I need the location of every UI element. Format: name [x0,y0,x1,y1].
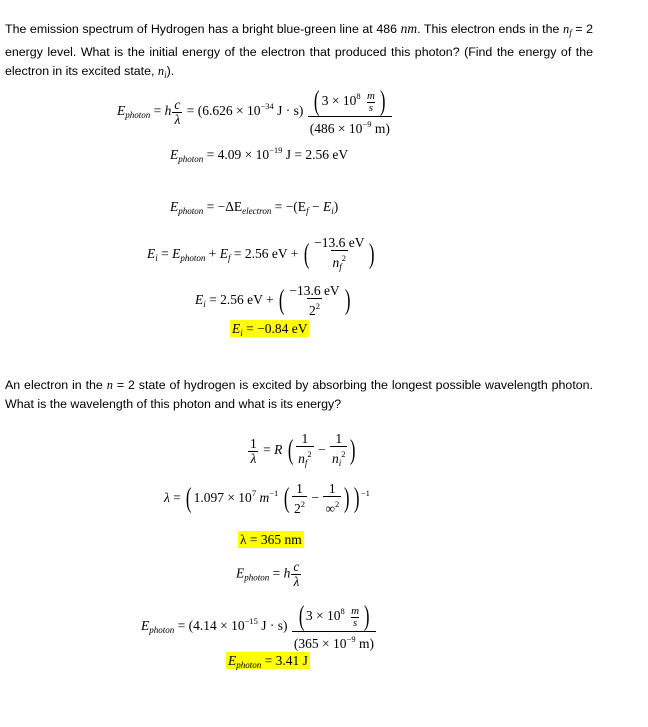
equation-initial-energy-substituted: $E_i = 2.56$ eV + ( $\frac{-13.6 eV}{2^2}$ ) [195,283,351,318]
problem1-statement: The emission spectrum of Hydrogen has a bright blue-green line at 486 nm. This electron ends in the $n_f = 2$ energy level. What is the initial energy of the electron that produced this photon? (Find the energy of the electron in its excited state, $n_i$). [5,21,593,80]
answer-photon-energy: $E_{photon} = 3.41$ J [228,653,308,670]
equation-photon-energy-calc: $E_{photon} = (4.14 \times 10^{-15}$ J · s) ( $3 \times 10^8$ $\frac{m}{s}$ ) ($365 \times 10^{-9}$ m) [141,601,374,651]
answer-wavelength: λ = 365 nm [240,532,302,547]
equation-rydberg: $\frac{1}{\lambda}$ = R ( $\frac{1}{n_f^2}$ − $\frac{1}{n_i^2}$ ) [250,431,356,468]
equation-initial-energy: $E_i = E_{photon} + E_f = 2.56$ eV + ( $\frac{-13.6 eV}{n_f^2}$ ) [147,235,375,272]
equation-photon-energy: $E_{photon} = h$ $\frac{c}{\lambda}$ = ($6.626 \times 10^{-34}$ J · s) ( $3 \times 10^8$ $\frac{m}{s}$ ) ($486 \times 10^{-9}$ m) [117,86,390,136]
equation-wavelength: λ = ( $1.097 \times 10^7$ $m^{-1}$ ( $\frac{1}{2^2}$ − $\frac{1}{\infty^2}$ ) ) $^{-1}$ [164,481,370,516]
equation-energy-difference: $E_{photon} = -\Delta E_{electron} = -(E_f - E_i)$ [170,199,339,216]
problem2-statement: An electron in the n = 2 state of hydrogen is excited by absorbing the longest possible wavelength photon. What is the wavelength of this photon and what is its energy? [5,378,593,411]
equation-photon-value: $E_{photon} = 4.09 \times 10^{-19}$ J = 2.56 eV [170,145,349,164]
answer-initial-energy: $E_i = -0.84$ eV [232,321,308,338]
equation-photon-energy-formula: $E_{photon} = h$ $\frac{c}{\lambda}$ [236,559,300,589]
